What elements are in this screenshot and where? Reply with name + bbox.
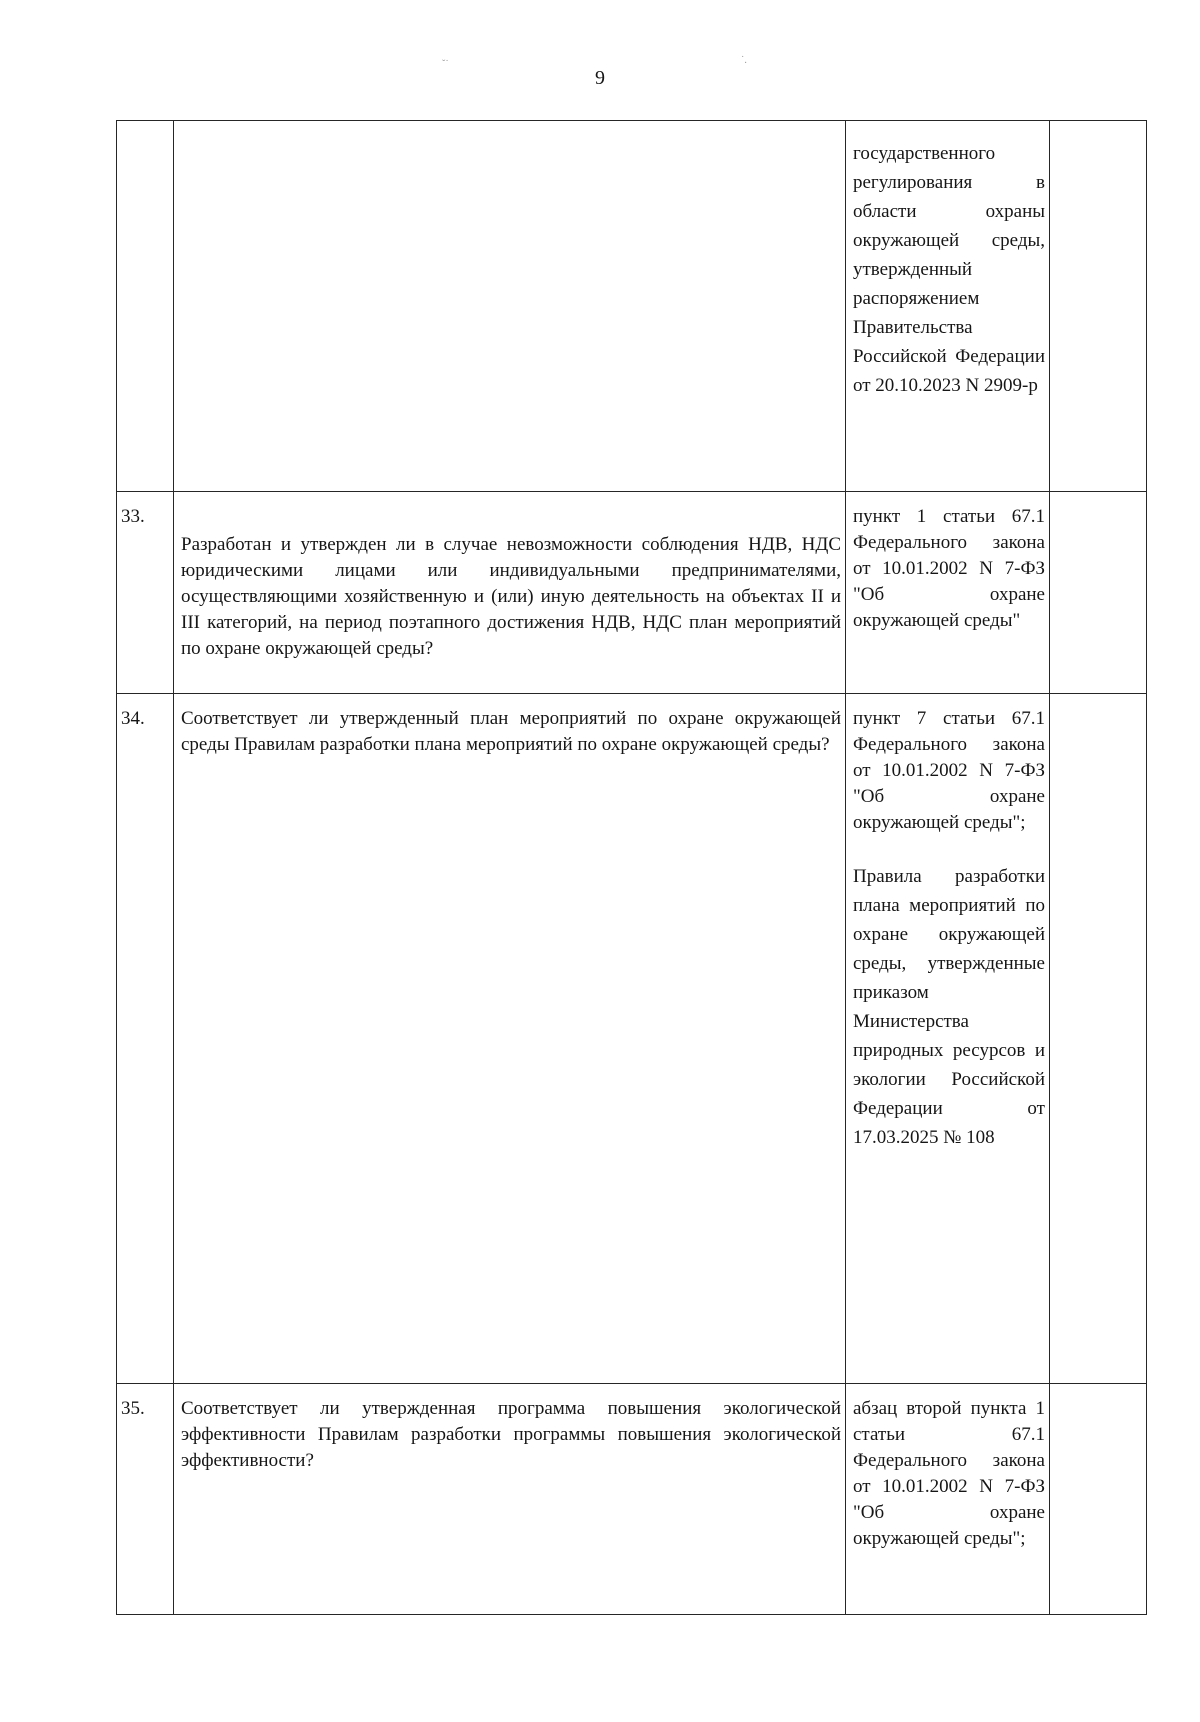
note-cell [1049,121,1146,491]
table-row [117,693,1146,1383]
legal-basis-text: государственного регулирования в области охраны окружающей среды, утвержденный распоряжением Правительства Российской Федерации от 20.10.2023 N 2909-р [853,143,1045,396]
page-number: 9 [595,67,605,89]
note-cell [1049,1384,1146,1614]
legal-basis-text: пункт 7 статьи 67.1 Федерального закона от 10.01.2002 N 7-ФЗ "Об охране окружающей среды"; [853,708,1045,833]
row-number: 34. [121,708,145,729]
legal-basis-text: Правила разработки плана мероприятий по охране окружающей среды, утвержденные приказом Министерства природных ресурсов и экологии Российской Федерации от 17.03.2025 № 108 [853,866,1045,1148]
question-cell: Соответствует ли утвержденный план мероприятий по охране окружающей среды Правилам разработки плана мероприятий по охране окружающей среды? [173,694,845,1383]
legal-basis-cell [845,492,1049,693]
question-cell: Соответствует ли утвержденная программа повышения экологической эффективности Правилам разработки программы повышения экологической эффективности? [173,1384,845,1614]
table-row [117,491,1146,693]
table-row [117,1383,1146,1614]
legal-basis-text: абзац второй пункта 1 статьи 67.1 Федерального закона от 10.01.2002 N 7-ФЗ "Об охране окружающей среды"; [853,1398,1045,1549]
note-cell [1049,492,1146,693]
legal-basis-cell [845,1384,1049,1614]
checklist-table [116,120,1147,1615]
legal-basis-text: пункт 1 статьи 67.1 Федерального закона от 10.01.2002 N 7-ФЗ "Об охране окружающей среды" [853,506,1045,631]
legal-basis-cell [845,694,1049,1383]
scan-speck: ˙. [741,55,747,66]
question-cell: Разработан и утвержден ли в случае невозможности соблюдения НДВ, НДС юридическими лицами или индивидуальными предпринимателями, осуществляющими хозяйственную и (или) иную деятельность на объектах II и III категорий, на период поэтапного достижения НДВ, НДС план мероприятий по охране окружающей среды? [173,492,845,693]
question-cell [173,121,845,491]
row-number [117,121,173,491]
note-cell [1049,694,1146,1383]
row-number: 35. [121,1398,145,1419]
table-row [117,121,1146,491]
row-number: 33. [121,506,145,527]
legal-basis-cell [845,121,1049,491]
scan-speck: ˇ˙ [442,59,449,70]
